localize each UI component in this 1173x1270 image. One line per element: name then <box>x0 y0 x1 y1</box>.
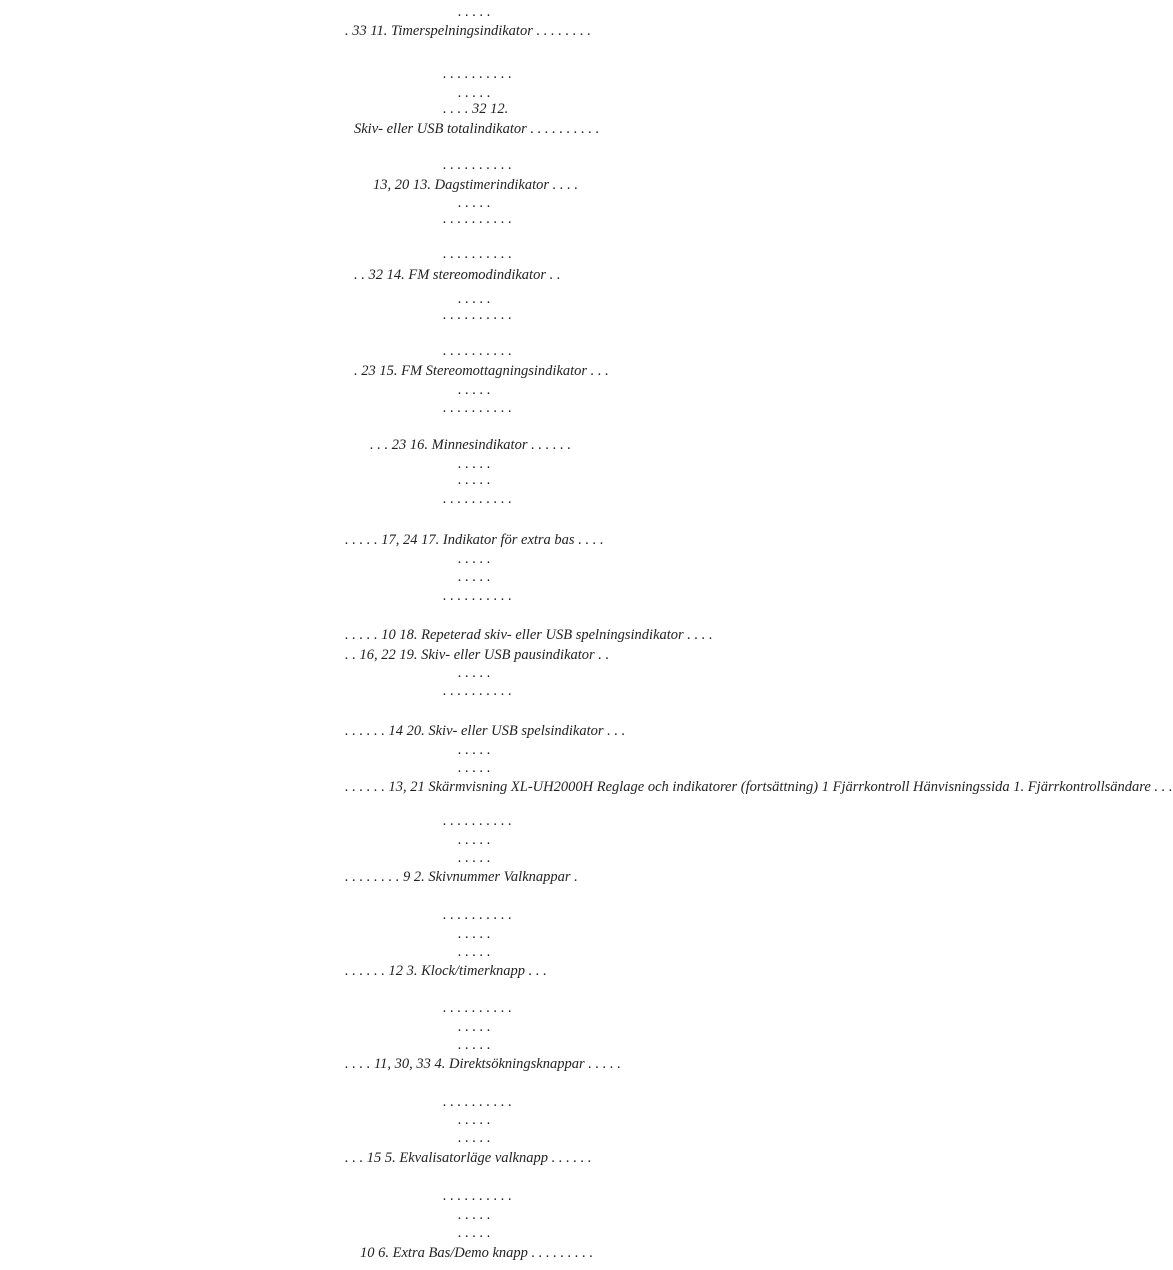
text-line: . . . . . <box>458 1130 491 1146</box>
text-line: . . . . . <box>458 1037 491 1053</box>
text-line: . . . . . <box>458 1112 491 1128</box>
text-line: . . . . . . . . . . <box>443 343 512 359</box>
text-line: . . . 15 5. Ekvalisatorläge valknapp . . . . . . <box>345 1150 592 1166</box>
text-line: . . . . . <box>458 456 491 472</box>
text-line: . . . . . <box>458 4 491 20</box>
text-line: . . . . . . . . . . <box>443 307 512 323</box>
text-line: 13, 20 13. Dagstimerindikator . . . . <box>373 177 579 193</box>
text-line: . . . . 32 12. <box>443 101 509 117</box>
text-line: . . . . . . . . . . <box>443 683 512 699</box>
text-line: . . . . . . 12 3. Klock/timerknapp . . . <box>345 963 547 979</box>
text-line: . . . . . <box>458 291 491 307</box>
text-line: . . 16, 22 19. Skiv- eller USB pausindikator . . <box>345 647 610 663</box>
text-line: . 33 11. Timerspelningsindikator . . . . . . . . <box>345 23 591 39</box>
text-line: . . . . . <box>458 1225 491 1241</box>
text-line: . . 32 14. FM stereomodindikator . . <box>354 267 561 283</box>
text-line: . . . . . . 13, 21 Skärmvisning XL-UH2000H Reglage och indikatorer (fortsättning) 1 Fjärrkontroll Hänvisningssida 1. Fjärrkontrollsändare . . . <box>345 779 1173 795</box>
text-line: . . . . . <box>458 382 491 398</box>
text-line: . . . . . <box>458 760 491 776</box>
text-line: . . . . . . . . . . <box>443 491 512 507</box>
text-line: . . . . . <box>458 1207 491 1223</box>
text-line: . . . . . . . . . . <box>443 813 512 829</box>
text-line: . . . . . . 14 20. Skiv- eller USB spelsindikator . . . <box>345 723 626 739</box>
text-line: . . . . . . . . . . <box>443 1188 512 1204</box>
text-line: . . . . . . . . . . <box>443 400 512 416</box>
text-line: . . . . . <box>458 742 491 758</box>
text-line: . . . . . . . . . . <box>443 907 512 923</box>
text-line: . . . . . <box>458 85 491 101</box>
text-line: . . . . . <box>458 551 491 567</box>
text-line: . . . 23 16. Minnesindikator . . . . . . <box>370 437 571 453</box>
text-line: . . . . . . . . . . <box>443 66 512 82</box>
text-line: 10 6. Extra Bas/Demo knapp . . . . . . . . . <box>360 1245 594 1261</box>
text-line: . . . . . <box>458 665 491 681</box>
text-line: . . . . . . . . . . <box>443 157 512 173</box>
text-line: . . . . . . . . . . <box>443 246 512 262</box>
text-line: . . . . . <box>458 926 491 942</box>
text-line: . . . . . <box>458 569 491 585</box>
text-line: . . . . . <box>458 195 491 211</box>
text-line: . . . . . <box>458 944 491 960</box>
text-line: . . . . . . . . . . <box>443 1000 512 1016</box>
text-line: . . . . . <box>458 850 491 866</box>
text-line: . . . . 11, 30, 33 4. Direktsökningsknappar . . . . . <box>345 1056 621 1072</box>
text-line: . 23 15. FM Stereomottagningsindikator . . . <box>354 363 609 379</box>
text-line: . . . . . 10 18. Repeterad skiv- eller USB spelningsindikator . . . . <box>345 627 713 643</box>
text-line: . . . . . . . . . . <box>443 211 512 227</box>
text-line: . . . . . <box>458 1019 491 1035</box>
text-line: . . . . . . . . . . <box>443 1094 512 1110</box>
text-line: . . . . . . . . . . <box>443 588 512 604</box>
text-line: . . . . . 17, 24 17. Indikator för extra bas . . . . <box>345 532 604 548</box>
text-line: . . . . . . . . 9 2. Skivnummer Valknappar . <box>345 869 578 885</box>
text-line: . . . . . <box>458 472 491 488</box>
text-line: . . . . . <box>458 832 491 848</box>
text-line: Skiv- eller USB totalindikator . . . . . . . . . . <box>354 121 600 137</box>
